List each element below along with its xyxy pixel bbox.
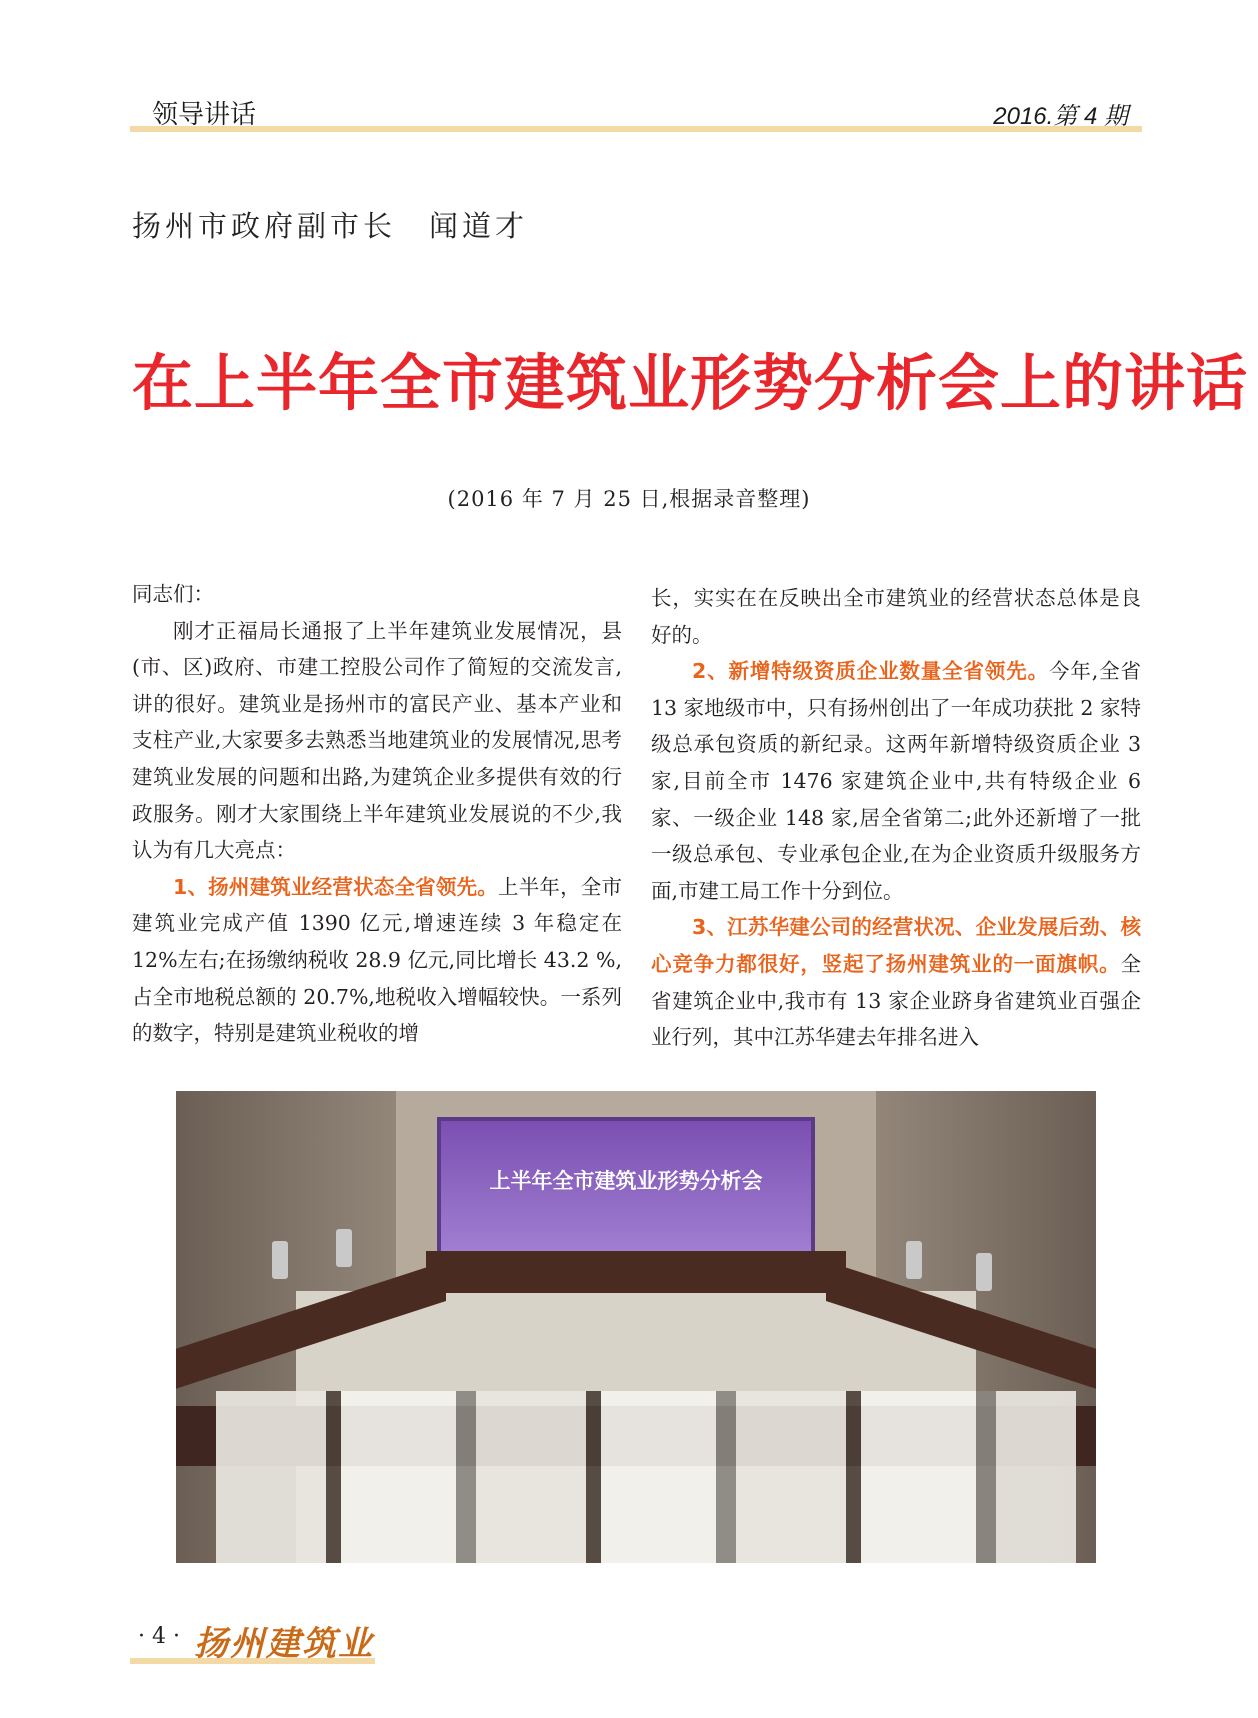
thermos <box>906 1241 922 1279</box>
paragraph-heading: 1、扬州建筑业经营状态全省领先。 <box>173 874 498 899</box>
paragraph: 刚才正福局长通报了上半年建筑业发展情况，县(市、区)政府、市建工控股公司作了简短的交流发言,讲的很好。建筑业是扬州市的富民产业、基本产业和支柱产业,大家要多去熟悉当地建筑业的发展情况,思考建筑业发展的问题和出路,为建筑企业多提供有效的行政服务。刚才大家围绕上半年建筑业发展说的不少,我认为有几大亮点： <box>132 618 622 863</box>
paragraph-text: 上半年，全市建筑业完成产值 1390 亿元,增速连续 3 年稳定在 12%左右;在扬缴纳税收 28.9 亿元,同比增长 43.2 %,占全市地税总额的 20.7%,地税收入增幅较快。一系列的数字，特别是建筑业税收的增 <box>132 874 623 1046</box>
paragraph-heading: 3、江苏华建公司的经营状况、企业发展后劲、核心竞争力都很好，竖起了扬州建筑业的一面旗帜。 <box>651 915 1141 976</box>
thermos <box>272 1241 288 1279</box>
issue-label: 2016.第 4 期 <box>993 103 1128 130</box>
thermos <box>976 1253 992 1291</box>
greeting: 同志们： <box>132 582 214 606</box>
paragraph-text: 今年,全省 13 家地级市中，只有扬州创出了一年成功获批 2 家特级总承包资质的新纪录。这两年新增特级资质企业 3 家,目前全市 1476 家建筑企业中,共有特级企业 6 家、一级企业 148 家,居全省第二;此外还新增了一批一级总承包、专业承包企业,在为企业资质升级服务方面,市建工局工作十分到位。 <box>651 659 1141 903</box>
running-footer <box>130 1622 375 1664</box>
conference-table-back <box>426 1251 846 1293</box>
article-title: 在上半年全市建筑业形势分析会上的讲话 <box>132 348 1249 419</box>
magazine-logo: 扬州建筑业 <box>194 1624 374 1664</box>
paragraph-text: 全省建筑企业中,我市有 13 家企业跻身省建筑业百强企业行列，其中江苏华建去年排名进入 <box>651 951 1141 1050</box>
paragraph: 长，实实在在反映出全市建筑业的经营状态总体是良好的。 <box>651 586 1141 647</box>
screen-text: 上半年全市建筑业形势分析会 <box>489 1169 763 1193</box>
paragraph-heading: 2、新增特级资质企业数量全省领先。 <box>692 659 1049 684</box>
article-subtitle: (2016 年 7 月 25 日,根据录音整理) <box>447 487 811 511</box>
paragraph <box>132 869 622 1052</box>
projection-screen <box>441 1121 811 1251</box>
paragraph <box>651 909 1141 1055</box>
section-label: 领导讲话 <box>152 100 257 130</box>
running-header <box>130 88 1142 132</box>
attendees-front-row <box>216 1391 1076 1563</box>
page-number: · 4 · <box>138 1624 180 1649</box>
paragraph <box>651 653 1141 909</box>
right-column <box>651 580 1141 1056</box>
meeting-photo <box>176 1091 1096 1563</box>
left-column <box>132 576 622 1052</box>
author-line: 扬州市政府副市长 闻道才 <box>132 209 529 243</box>
thermos <box>336 1229 352 1267</box>
